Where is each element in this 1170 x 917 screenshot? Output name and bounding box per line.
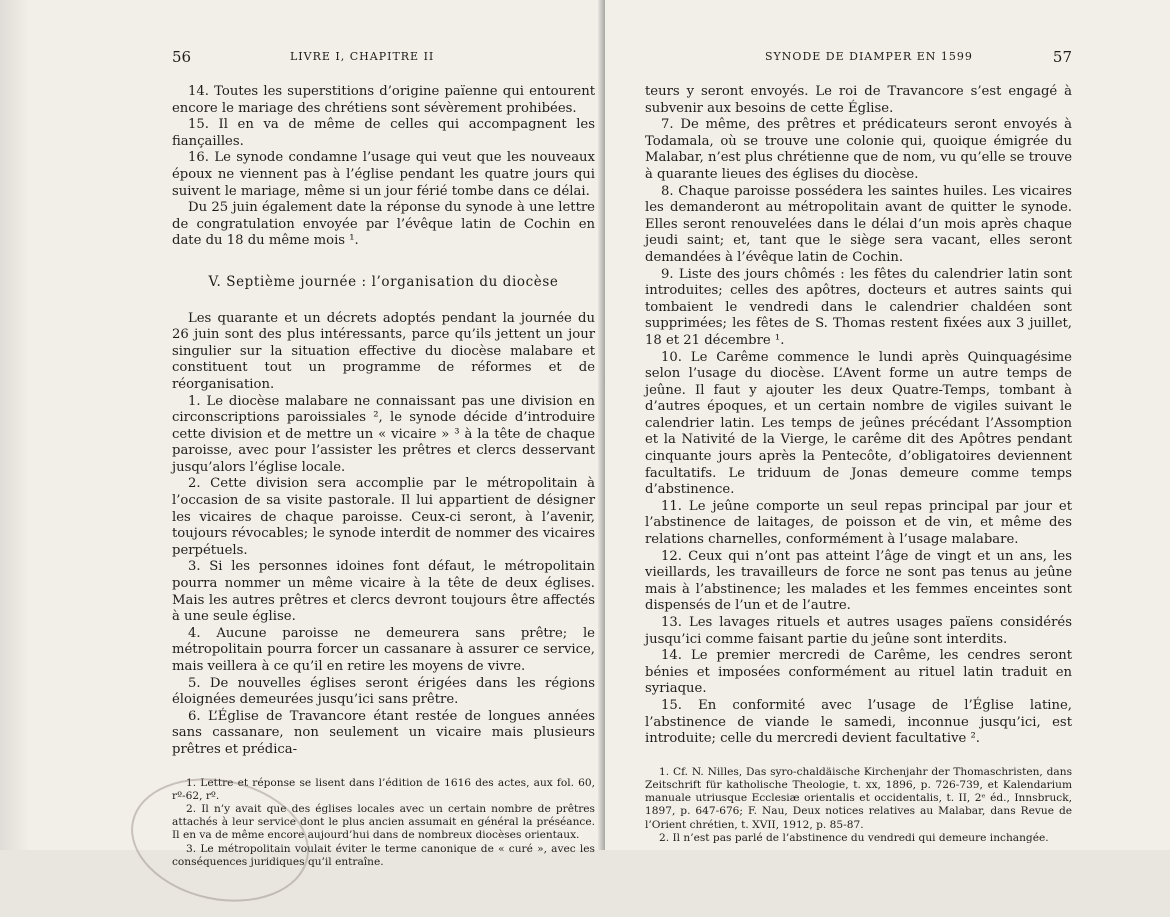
paragraph: teurs y seront envoyés. Le roi de Travancore s’est engagé à subvenir aux besoins de cette Église. bbox=[645, 84, 1072, 116]
footnote: 1. Cf. N. Nilles, Das syro-chaldäische Kirchenjahr der Thomaschristen, dans Zeitschrift für katholische Theologie, t. xx, 1896, p. 726-739, et Kalendarium manuale utriusque Ecclesiæ orientalis et occidentalis, t. II, 2ᵉ éd., Innsbruck, 1897, p. 647-676; F. Nau, Deux notices relatives au Malabar, dans Revue de l’Orient chrétien, t. XVII, 1912, p. 85-87. bbox=[645, 765, 1072, 831]
paragraph: 16. Le synode condamne l’usage qui veut que les nouveaux époux ne viennent pas à l’église pendant les quatre jours qui suivent le mariage, même si un jour férié tombe dans ce délai. bbox=[172, 150, 595, 199]
right-body-text bbox=[645, 84, 1072, 748]
paragraph: 1. Le diocèse malabare ne connaissant pas une division en circonscriptions paroissiales ², le synode décide d’introduire cette division et de mettre un « vicaire » ³ à la tête de chaque paroisse, avec pour l’assister les prêtres et clercs desservant jusqu’alors l’église locale. bbox=[172, 393, 595, 475]
paragraph: 15. Il en va de même de celles qui accompagnent les fiançailles. bbox=[172, 117, 595, 149]
left-page bbox=[0, 0, 605, 868]
footnote: 2. Il n’est pas parlé de l’abstinence du vendredi qui demeure inchangée. bbox=[659, 831, 1049, 844]
paragraph: 6. L’Église de Travancore étant restée de longues années sans cassanare, non seulement un vicaire mais plusieurs prêtres et prédica- bbox=[172, 708, 595, 757]
paragraph: 9. Liste des jours chômés : les fêtes du calendrier latin sont introduites; celles des apôtres, docteurs et autres saints qui tombaient le vendredi dans le calendrier chaldéen sont supprimées; les fêtes de S. Thomas restent fixées aux 3 juillet, 18 et 21 décembre ¹. bbox=[645, 266, 1072, 348]
paragraph: 2. Cette division sera accomplie par le métropolitain à l’occasion de sa visite pastorale. Il lui appartient de désigner les vicaires de chaque paroisse. Ceux-ci seront, à l’avenir, toujours révocables; le synode interdit de nommer des vicaires perpétuels. bbox=[172, 476, 595, 558]
paragraph: Les quarante et un décrets adoptés pendant la journée du 26 juin sont des plus intéressants, parce qu’ils jettent un jour singulier sur la situation effective du diocèse malabare et constituent tout un programme de réformes et de réorganisation. bbox=[172, 310, 595, 392]
footnote: 3. Le métropolitain voulait éviter le terme canonique de « curé », avec les conséquences juridiques qu’il entraîne. bbox=[172, 842, 595, 868]
paragraph: 13. Les lavages rituels et autres usages païens considérés jusqu’ici comme faisant partie du jeûne sont interdits. bbox=[645, 615, 1072, 647]
right-page-header bbox=[645, 48, 1072, 70]
paragraph: Du 25 juin également date la réponse du synode à une lettre de congratulation envoyée par l’évêque latin de Cochin en date du 18 du même mois ¹. bbox=[172, 200, 595, 249]
paragraph: 12. Ceux qui n’ont pas atteint l’âge de vingt et un ans, les vieillards, les travailleurs de force ne sont pas tenus au jeûne mais à l’abstinence; les malades et les femmes enceintes sont dispensés de l’un et de l’autre. bbox=[645, 548, 1072, 614]
section-heading: V. Septième journée : l’organisation du diocèse bbox=[208, 273, 559, 290]
paragraph: 10. Le Carême commence le lundi après Quinquagésime selon l’usage du diocèse. L’Avent forme un autre temps de jeûne. Il faut y ajouter les deux Quatre-Temps, tombant à d’autres époques, et un certain nombre de vigiles suivant le calendrier latin. Les temps de jeûnes précédant l’Assomption et la Nativité de la Vierge, le carême dit des Apôtres pendant cinquante jours après la Pentecôte, d’obligatoires deviennent facultatifs. Le triduum de Jonas demeure comme temps d’abstinence. bbox=[645, 349, 1072, 498]
left-running-head: LIVRE I, CHAPITRE II bbox=[290, 50, 435, 63]
paragraph: 11. Le jeûne comporte un seul repas principal par jour et l’abstinence de laitages, de poisson et de vin, et même des relations charnelles, conformément à l’usage malabare. bbox=[645, 498, 1072, 548]
footnote: 2. Il n’y avait que des églises locales avec un certain nombre de prêtres attachés à leur service dont le plus ancien assumait en général la préséance. Il en va de même encore aujourd’hui dans de nombreux diocèses orientaux. bbox=[172, 802, 595, 842]
paragraph: 7. De même, des prêtres et prédicateurs seront envoyés à Todamala, où se trouve une colonie qui, quoique émigrée du Malabar, n’est plus chrétienne que de nom, vu qu’elle se trouve à quarante lieues des églises du diocèse. bbox=[645, 117, 1072, 182]
right-page-number: 57 bbox=[1052, 48, 1072, 66]
paragraph: 3. Si les personnes idoines font défaut, le métropolitain pourra nommer un même vicaire à la tête de deux églises. Mais les autres prêtres et clercs devront toujours être affectés à une seule église. bbox=[172, 559, 595, 625]
paragraph: 14. Le premier mercredi de Carême, les cendres seront bénies et imposées conformément au rituel latin traduit en syriaque. bbox=[645, 648, 1072, 697]
right-running-head: SYNODE DE DIAMPER EN 1599 bbox=[765, 50, 973, 63]
paragraph: 14. Toutes les superstitions d’origine païenne qui entourent encore le mariage des chrétiens sont sévèrement prohibées. bbox=[172, 84, 595, 116]
paragraph: 15. En conformité avec l’usage de l’Église latine, l’abstinence de viande le samedi, inconnue jusqu’ici, est introduite; celle du mercredi devient facultative ². bbox=[645, 697, 1072, 747]
paragraph: 5. De nouvelles églises seront érigées dans les régions éloignées demeurées jusqu’ici sans prêtre. bbox=[172, 675, 595, 708]
page-edge-shadow bbox=[0, 0, 30, 850]
left-body-text bbox=[172, 84, 595, 759]
paragraph: 8. Chaque paroisse possédera les saintes huiles. Les vicaires les demanderont au métropolitain avant de quitter le synode. Elles seront renouvelées dans le délai d’un mois après chaque jeudi saint; et, tant que le siège sera vacant, elles seront demandées à l’évêque latin de Cochin. bbox=[645, 183, 1072, 265]
paragraph: 4. Aucune paroisse ne demeurera sans prêtre; le métropolitain pourra forcer un cassanare à assurer ce service, mais veillera à ce qu’il en retire les moyens de vivre. bbox=[172, 625, 595, 674]
right-page bbox=[605, 0, 1170, 850]
left-page-number: 56 bbox=[172, 48, 192, 66]
left-page-header bbox=[172, 48, 595, 70]
right-footnotes bbox=[645, 766, 1072, 845]
footnote: 1. Lettre et réponse se lisent dans l’édition de 1616 des actes, aux fol. 60, rº-62, rº. bbox=[172, 776, 595, 802]
